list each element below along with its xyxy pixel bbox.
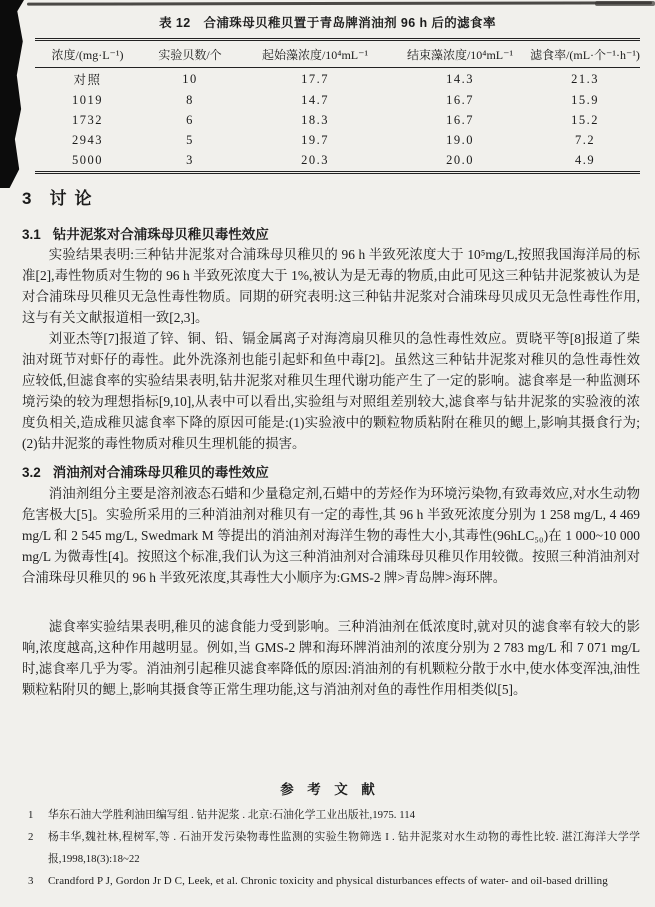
col-header-end-algae: 结束藻浓度/10⁴mL⁻¹ <box>390 40 530 68</box>
table-cell: 17.7 <box>301 71 329 86</box>
reference-text: 华东石油大学胜利油田编写组 . 钻井泥浆 . 北京:石油化学工业出版社,1975. 114 <box>48 809 415 821</box>
table-cell: 1019 <box>72 93 103 107</box>
reference-text: Crandford P J, Gordon Jr D C, Leek, et al. Chronic toxicity and physical disturbances effects of water- and oil-based drilling <box>48 875 608 887</box>
reference-text: 杨丰华,魏社林,程树军,等 . 石油开发污染物毒性监测的实验生物筛选 I . 钻井泥浆对水生动物的毒性比较. 湛江海洋大学学报,1998,18(3):18~22 <box>48 831 640 865</box>
table-row <box>35 91 640 111</box>
col-header-concentration: 浓度/(mg·L⁻¹) <box>35 40 140 68</box>
reference-item <box>28 826 640 870</box>
table-cell: 对照 <box>73 73 102 87</box>
subsection-number: 3.1 <box>22 227 41 242</box>
table-cell: 20.3 <box>301 153 329 167</box>
references-heading: 参 考 文 献 <box>280 782 375 797</box>
reference-item <box>28 804 640 826</box>
table-cell: 14.7 <box>301 93 329 107</box>
table-cell: 15.9 <box>571 93 599 107</box>
subsection-number: 3.2 <box>22 465 41 480</box>
col-header-start-algae: 起始藻浓度/10⁴mL⁻¹ <box>240 40 390 68</box>
section-number: 3 <box>22 189 32 208</box>
reference-number: 2 <box>28 831 34 843</box>
table-header-row <box>35 40 640 68</box>
table-caption: 表 12 合浦珠母贝稚贝置于青岛牌消油剂 96 h 后的滤食率 <box>159 16 496 30</box>
table-row <box>35 151 640 173</box>
table-cell: 10 <box>182 71 198 86</box>
section-title: 讨论 <box>49 189 100 208</box>
subsection-title: 消油剂对合浦珠母贝稚贝的毒性效应 <box>52 465 269 480</box>
table-cell: 16.7 <box>446 93 474 107</box>
section-3-2-heading <box>22 461 269 481</box>
paragraph-3-1-b: 刘亚杰等[7]报道了锌、铜、铅、镉金属离子对海湾扇贝稚贝的急性毒性效应。贾晓平等[8]报道了柴油对斑节对虾仔的毒性。此外洗涤剂也能引起虾和鱼中毒[2]。虽然这三种钻井泥浆对稚贝的急性毒性效应较低,但滤食率的实验结果表明,钻井泥浆对稚贝生理代谢功能产生了一定的影响。滤食率是一种监测环境污染的较为理想指标[9,10],从表中可以看出,实验组与对照组差别较大,滤食率与钻井泥浆的实验液的浓度负相关,造成稚贝滤食率下降的原因可能是:(1)实验液中的颗粒物质粘附在稚贝的鳃上,影响其摄食行为;(2)钻井泥浆的毒性物质对稚贝生理机能的损害。 <box>22 331 640 451</box>
table-cell: 7.2 <box>574 133 596 147</box>
scan-artifact-top-streak <box>27 1 652 5</box>
table-row <box>35 131 640 151</box>
table-row <box>35 68 640 92</box>
section-3-1-heading <box>22 223 269 243</box>
table-cell: 5 <box>186 133 194 147</box>
paragraph-3-2-a: 消油剂组分主要是溶剂液态石蜡和少量稳定剂,石蜡中的芳烃作为环境污染物,有致毒效应,对水生动物危害极大[5]。实验所采用的三种消油剂对稚贝有一定的毒性,其 96 h 半致死浓度分别为 1 258 mg/L, 4 469 mg/L 和 2 545 mg/L, Swedmark M 等提出的消油剂对海洋生物的毒性大小,其毒性(96hLC₅₀)在 1 000~10 000 mg/L 为微毒性[4]。按照这个标准,我们认为这三种消油剂对合浦珠母贝稚贝作用较微。按照三种消油剂对合浦珠母贝稚贝的 96 h 半致死浓度,其毒性大小顺序为:GMS-2 牌>青岛牌>海环牌。 <box>22 486 640 585</box>
table-cell: 14.3 <box>446 71 474 86</box>
table-cell: 16.7 <box>446 113 474 127</box>
filtration-rate-table <box>35 38 640 174</box>
table-cell: 2943 <box>72 133 103 147</box>
scan-artifact-top-right-streak <box>595 1 655 6</box>
table-cell: 6 <box>186 113 194 127</box>
paragraph-3-1-a: 实验结果表明:三种钻井泥浆对合浦珠母贝稚贝的 96 h 半致死浓度大于 10⁵mg/L,按照我国海洋局的标准[2],毒性物质对生物的 96 h 半致死浓度大于 1%,被认为是无毒的物质,由此可见这三种钻井泥浆被认为是对合浦珠母贝稚贝无急性毒性物质。同期的研究表明:这三种钻井泥浆对合浦珠母贝成贝无急性毒性作用,这与有关文献报道相一致[2,3]。 <box>22 247 640 325</box>
table-cell: 3 <box>186 153 194 167</box>
table-cell: 19.7 <box>301 133 329 147</box>
table-cell: 15.2 <box>571 113 599 127</box>
table-cell: 8 <box>186 93 194 107</box>
section-3-heading <box>22 184 99 209</box>
table-cell: 1732 <box>72 113 103 127</box>
table-cell: 21.3 <box>571 71 599 86</box>
col-header-filtration-rate: 滤食率/(mL·个⁻¹·h⁻¹) <box>530 40 640 68</box>
references-list <box>28 804 640 892</box>
reference-number: 3 <box>28 875 34 887</box>
table-cell: 20.0 <box>446 153 474 167</box>
reference-item <box>28 870 640 892</box>
reference-number: 1 <box>28 809 34 821</box>
table-cell: 18.3 <box>301 113 329 127</box>
subsection-title: 钻井泥浆对合浦珠母贝稚贝毒性效应 <box>52 227 269 242</box>
table-row <box>35 111 640 131</box>
table-cell: 19.0 <box>446 133 474 147</box>
table-cell: 4.9 <box>574 153 596 167</box>
col-header-shell-count: 实验贝数/个 <box>140 40 240 68</box>
paragraph-3-2-b: 滤食率实验结果表明,稚贝的滤食能力受到影响。三种消油剂在低浓度时,就对贝的滤食率有较大的影响,浓度越高,这种作用越明显。例如,当 GMS-2 牌和海环牌消油剂的浓度分别为 2 783 mg/L 和 7 071 mg/L 时,滤食率几乎为零。消油剂引起稚贝滤食率降低的原因:消油剂的有机颗粒分散于水中,使水体变浑浊,油性颗粒粘附贝的鳃上,影响其摄食等正常生理功能,这与消油剂对鱼的毒性作用相类似[5]。 <box>22 619 640 697</box>
table-cell: 5000 <box>72 153 103 167</box>
